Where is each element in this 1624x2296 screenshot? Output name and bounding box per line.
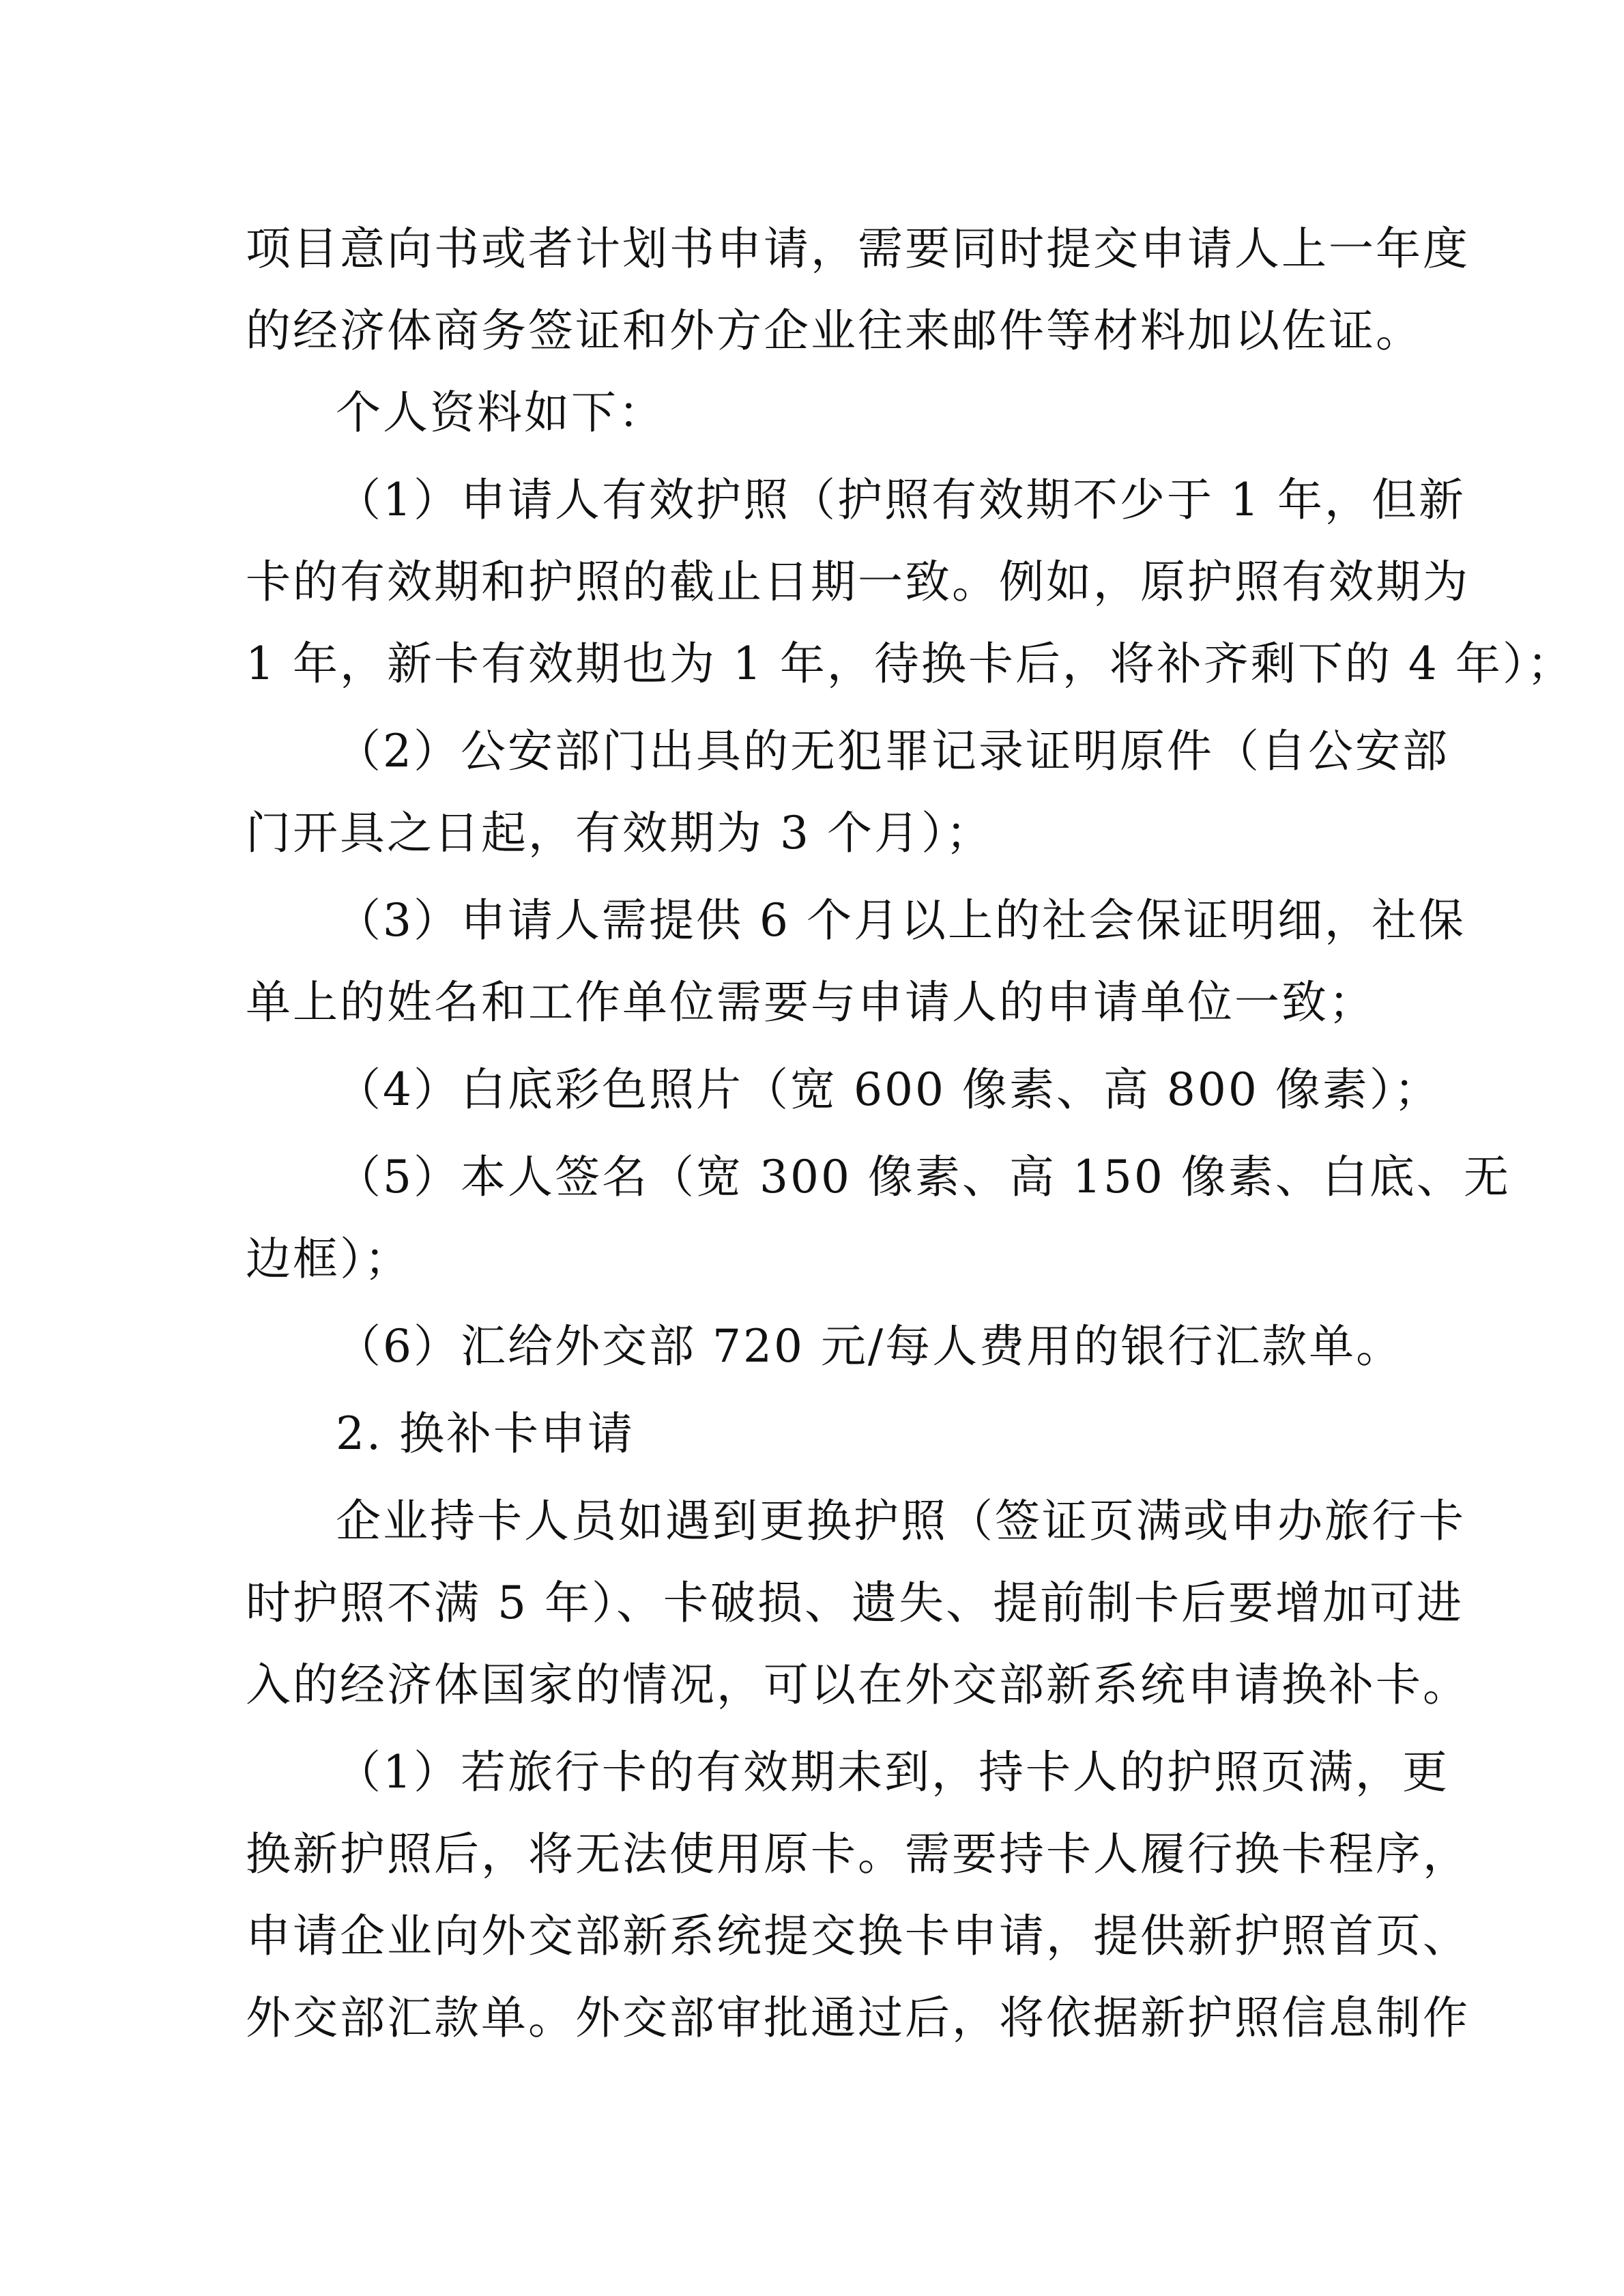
text-line: 单上的姓名和工作单位需要与申请人的申请单位一致； bbox=[246, 976, 1376, 1029]
text-line: （2）公安部门出具的无犯罪记录证明原件（自公安部 bbox=[336, 725, 1449, 777]
text-line: 换新护照后，将无法使用原卡。需要持卡人履行换卡程序， bbox=[246, 1828, 1470, 1880]
text-line: （6）汇给外交部 720 元/每人费用的银行汇款单。 bbox=[336, 1320, 1404, 1373]
text-line: 门开具之日起，有效期为 3 个月）； bbox=[246, 807, 993, 859]
text-line: 时护照不满 5 年）、卡破损、遗失、提前制卡后要增加可进 bbox=[246, 1577, 1464, 1629]
text-line: （1）若旅行卡的有效期未到，持卡人的护照页满，更 bbox=[336, 1746, 1449, 1798]
text-line: 外交部汇款单。外交部审批通过后，将依据新护照信息制作 bbox=[246, 1992, 1470, 2044]
text-line: 企业持卡人员如遇到更换护照（签证页满或申办旅行卡 bbox=[336, 1495, 1466, 1547]
text-line: （4）白底彩色照片（宽 600 像素、高 800 像素）； bbox=[336, 1063, 1441, 1116]
text-line: 的经济体商务签证和外方企业往来邮件等材料加以佐证。 bbox=[246, 304, 1423, 357]
section-heading: 2. 换补卡申请 bbox=[336, 1407, 635, 1460]
text-line: 项目意向书或者计划书申请，需要同时提交申请人上一年度 bbox=[246, 223, 1470, 275]
text-line: 个人资料如下： bbox=[336, 386, 665, 439]
text-line: 边框）； bbox=[246, 1233, 411, 1285]
text-line: 卡的有效期和护照的截止日期一致。例如，原护照有效期为 bbox=[246, 556, 1470, 608]
text-line: 申请企业向外交部新系统提交换卡申请，提供新护照首页、 bbox=[246, 1910, 1470, 1962]
text-line: （1）申请人有效护照（护照有效期不少于 1 年，但新 bbox=[336, 474, 1466, 526]
text-line: （5）本人签名（宽 300 像素、高 150 像素、白底、无 bbox=[336, 1151, 1511, 1203]
text-line: （3）申请人需提供 6 个月以上的社会保证明细，社保 bbox=[336, 894, 1466, 947]
text-line: 1 年，新卡有效期也为 1 年，待换卡后，将补齐剩下的 4 年）； bbox=[246, 637, 1574, 690]
text-line: 入的经济体国家的情况，可以在外交部新系统申请换补卡。 bbox=[246, 1659, 1470, 1711]
